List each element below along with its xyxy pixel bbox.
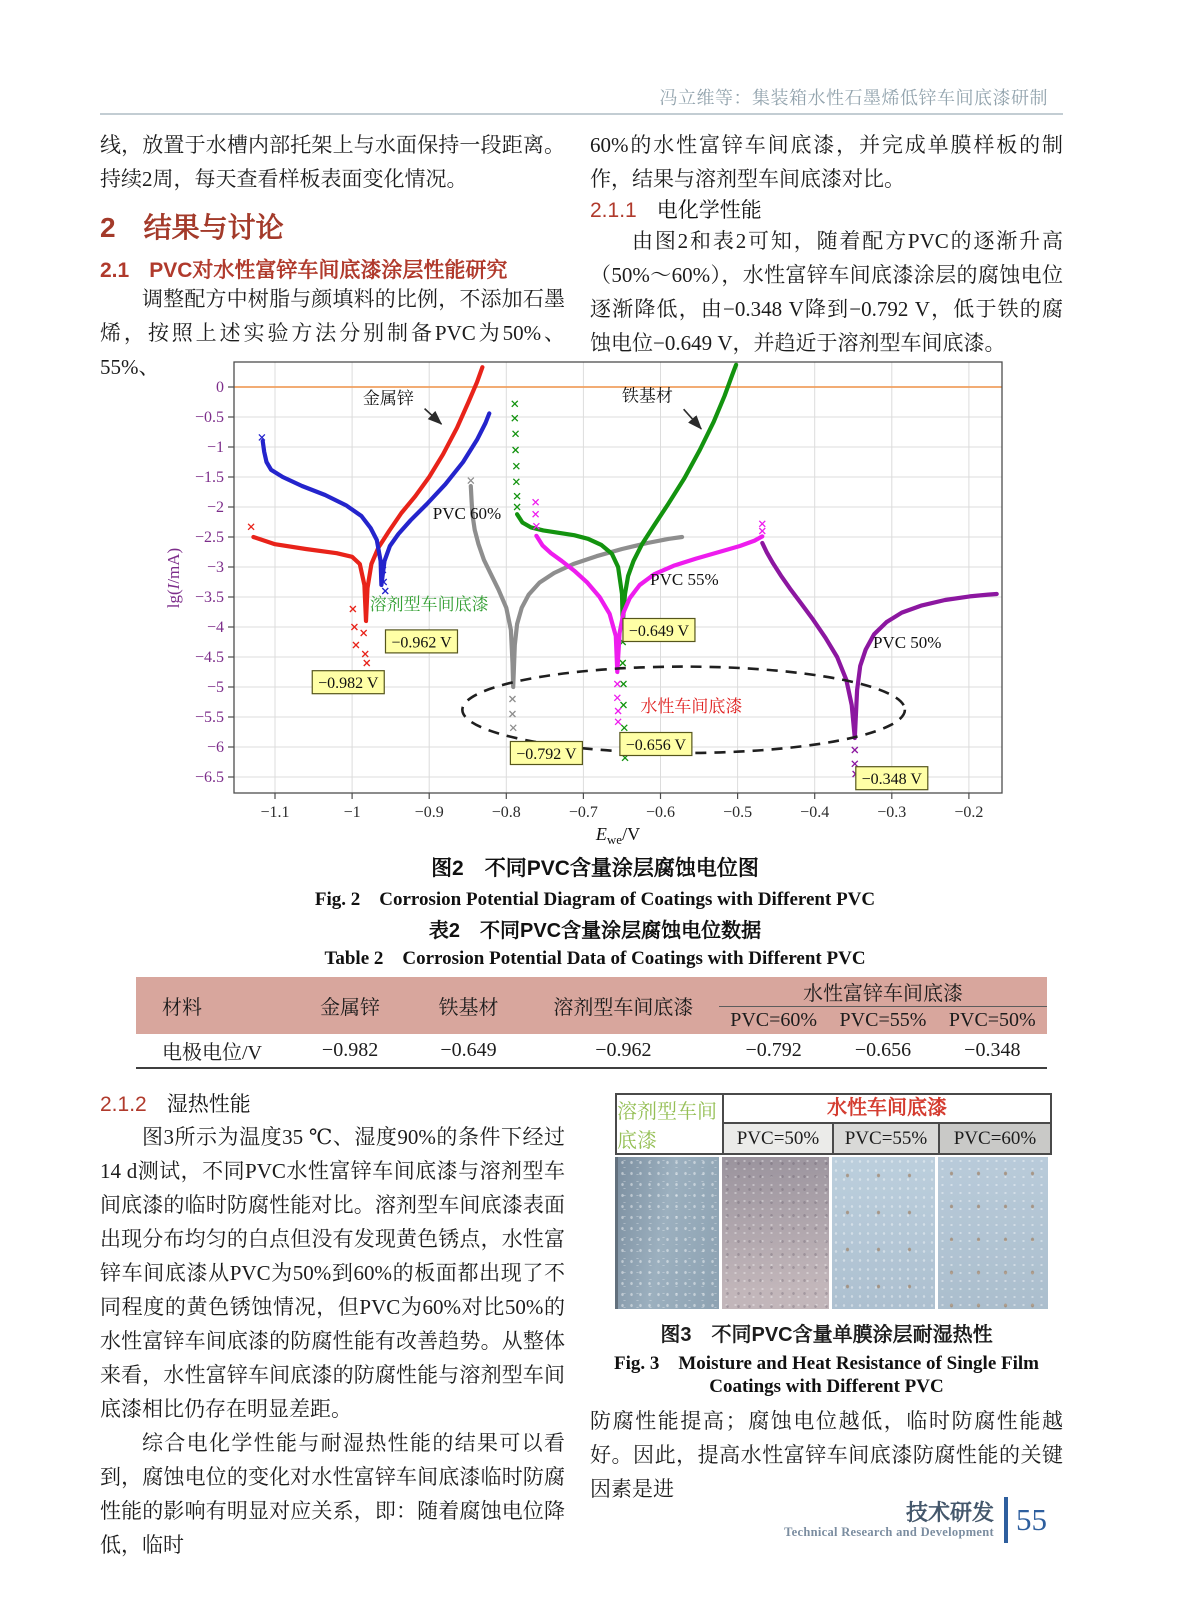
series-pvc50 [762,543,996,777]
panel-photo-pvc50 [722,1157,829,1309]
label-waterborne-primer: 水性车间底漆 [640,697,743,717]
svg-text:−0.982 V: −0.982 V [318,675,379,693]
table2-group-header: 水性富锌车间底漆 [719,977,1047,1007]
paragraph-continuation-left: 线，放置于水槽内部托架上与水面保持一段距离。持续2周，每天查看样板表面变化情况。 [100,133,565,191]
x-tick-label: −1.1 [260,804,290,821]
figure2-caption-en: Fig. 2 Corrosion Potential Diagram of Coatings with Different PVC [314,889,876,910]
figure3-subheader-pvc60: PVC=60% [940,1124,1050,1153]
table2-value: −0.982 [291,1034,409,1068]
panel-photo-pvc55 [832,1157,935,1309]
table2-value: −0.656 [828,1034,937,1068]
table2 [136,977,1047,1069]
section-title: 电化学性能 [656,199,762,222]
page-number: 55 [1016,1502,1047,1537]
section-title: 结果与讨论 [143,212,284,243]
label-pvc55: PVC 55% [650,570,719,589]
section-number: 2.1 [100,259,130,282]
x-tick-label: −0.9 [414,804,444,821]
section-number: 2.1.2 [100,1093,147,1116]
table2-subheader-pvc55: PVC=55% [828,1007,937,1035]
y-tick-label: −0.5 [194,409,224,426]
header-rule [100,113,1063,115]
svg-text:−0.348 V: −0.348 V [861,771,922,789]
table-row [136,1034,1047,1068]
table2-value: −0.962 [528,1034,719,1068]
y-tick-label: −2.5 [194,529,224,546]
x-axis-label: $E_{we}/V$ [595,824,641,847]
y-tick-label: −4.5 [194,649,224,666]
footer-divider [1004,1497,1008,1543]
figure2-caption-cn: 图2 不同PVC含量涂层腐蚀电位图 [431,857,759,880]
x-tick-label: −0.8 [491,804,521,821]
svg-text:−0.656 V: −0.656 V [625,737,687,754]
table2-title-cn: 表2 不同PVC含量涂层腐蚀电位数据 [428,920,762,942]
table2-header-zinc: 金属锌 [291,977,409,1034]
y-tick-label: −5.5 [194,709,224,726]
figure3-caption-en-line1: Fig. 3 Moisture and Heat Resistance of Single Film [613,1353,1039,1374]
figure3-waterborne-header: 水性车间底漆 [724,1095,1050,1124]
x-tick-label: −0.3 [877,804,907,821]
label-iron-substrate: 铁基材 [621,386,673,406]
x-tick-label: −0.5 [723,804,753,821]
table2-value: −0.348 [938,1034,1047,1068]
section-heading-2 [100,206,284,246]
section-number: 2 [100,212,116,243]
y-axis-label: lg(I/mA) [164,547,183,609]
y-tick-label: −1.5 [194,469,224,486]
table2-header-solvent: 溶剂型车间底漆 [528,977,719,1034]
figure3 [615,1093,1052,1309]
table2-header-iron: 铁基材 [409,977,527,1034]
table2-value: −0.792 [719,1034,828,1068]
table2-header-material: 材料 [136,977,291,1034]
section-heading-2-1 [100,254,507,284]
paragraph: 综合电化学性能与耐湿热性能的结果可以看到，腐蚀电位的变化对水性富锌车间底漆临时防腐性能的影响有明显对应关系，即：随着腐蚀电位降低，临时 [100,1431,565,1557]
running-title: 冯立维等：集装箱水性石墨烯低锌车间底漆研制 [659,88,1048,108]
table2-value: −0.649 [409,1034,527,1068]
section-title: PVC对水性富锌车间底漆涂层性能研究 [149,259,508,282]
panel-photo-pvc60 [938,1157,1048,1309]
y-tick-label: −5 [206,679,224,696]
x-tick-label: −0.7 [568,804,598,821]
figure3-caption-en-line2: Coatings with Different PVC [709,1376,944,1397]
paragraph: 防腐性能提高；腐蚀电位越低，临时防腐性能越好。因此，提高水性富锌车间底漆防腐性能的关键因素是进 [590,1409,1063,1501]
label-metal-zinc: 金属锌 [362,388,414,408]
x-tick-label: −1 [343,804,361,821]
y-tick-label: −6 [206,739,224,756]
table2-row-label: 电极电位/V [136,1034,291,1068]
paragraph: 图3所示为温度35 ℃、湿度90%的条件下经过14 d测试，不同PVC水性富锌车间底漆与溶剂型车间底漆的临时防腐性能对比。溶剂型车间底漆表面出现分布均匀的白点但没有发现黄色锈点，水性富锌车间底漆从PVC为50%到60%的板面都出现了不同程度的黄色锈蚀情况，但PVC为60%对比50%的水性富锌车间底漆的防腐性能有改善趋势。从整体来看，水性富锌车间底漆的防腐性能与溶剂型车间底漆相比仍存在明显差距。 [100,1125,565,1421]
footer-section-en: Technical Research and Development [784,1524,994,1539]
paragraph: 调整配方中树脂与颜填料的比例，不添加石墨烯，按照上述实验方法分别制备PVC为50%、55%、 [100,287,565,379]
y-tick-label: −3.5 [194,589,224,606]
y-tick-label: −3 [206,559,224,576]
svg-text:−0.962 V: −0.962 V [391,634,452,652]
panel-photo-solvent-primer [615,1157,719,1309]
label-pvc60: PVC 60% [432,504,502,523]
section-heading-2-1-2 [100,1088,251,1118]
y-tick-label: −1 [206,439,224,456]
x-tick-label: −0.2 [954,804,984,821]
figure3-subheader-pvc50: PVC=50% [724,1124,834,1153]
x-tick-label: −0.6 [645,804,676,821]
svg-text:−0.792 V: −0.792 V [516,746,577,763]
figure3-header [615,1093,1052,1155]
label-solvent-primer: 溶剂型车间底漆 [369,595,489,615]
corrosion-potential-chart [123,340,1023,850]
section-number: 2.1.1 [590,199,637,222]
page-footer [784,1497,1047,1543]
paragraph-continuation-right: 60%的水性富锌车间底漆，并完成单膜样板的制作，结果与溶剂型车间底漆对比。 [590,133,1063,191]
section-heading-2-1-1 [590,194,762,224]
y-tick-label: 0 [216,379,224,396]
label-pvc50: PVC 50% [872,633,942,652]
table2-subheader-pvc50: PVC=50% [938,1007,1047,1035]
svg-text:−0.649 V: −0.649 V [628,623,690,640]
paragraph: 由图2和表2可知，随着配方PVC的逐渐升高（50%～60%），水性富锌车间底漆涂层的腐蚀电位逐渐降低，由−0.348 V降到−0.792 V，低于铁的腐蚀电位−0.649 V，并趋近于溶剂型车间底漆。 [590,229,1063,355]
table2-subheader-pvc60: PVC=60% [719,1007,828,1035]
y-tick-label: −2 [206,499,224,516]
table2-title-en: Table 2 Corrosion Potential Data of Coatings with Different PVC [324,948,866,969]
y-tick-label: −6.5 [194,769,224,786]
figure3-subheader-pvc55: PVC=55% [834,1124,940,1153]
y-tick-label: −4 [206,619,224,636]
figure3-solvent-header: 溶剂型车间底漆 [617,1095,724,1153]
figure3-caption-cn: 图3 不同PVC含量单膜涂层耐湿热性 [660,1324,993,1346]
x-tick-label: −0.4 [800,804,830,821]
section-title: 湿热性能 [166,1093,251,1116]
footer-section-cn: 技术研发 [905,1499,994,1525]
